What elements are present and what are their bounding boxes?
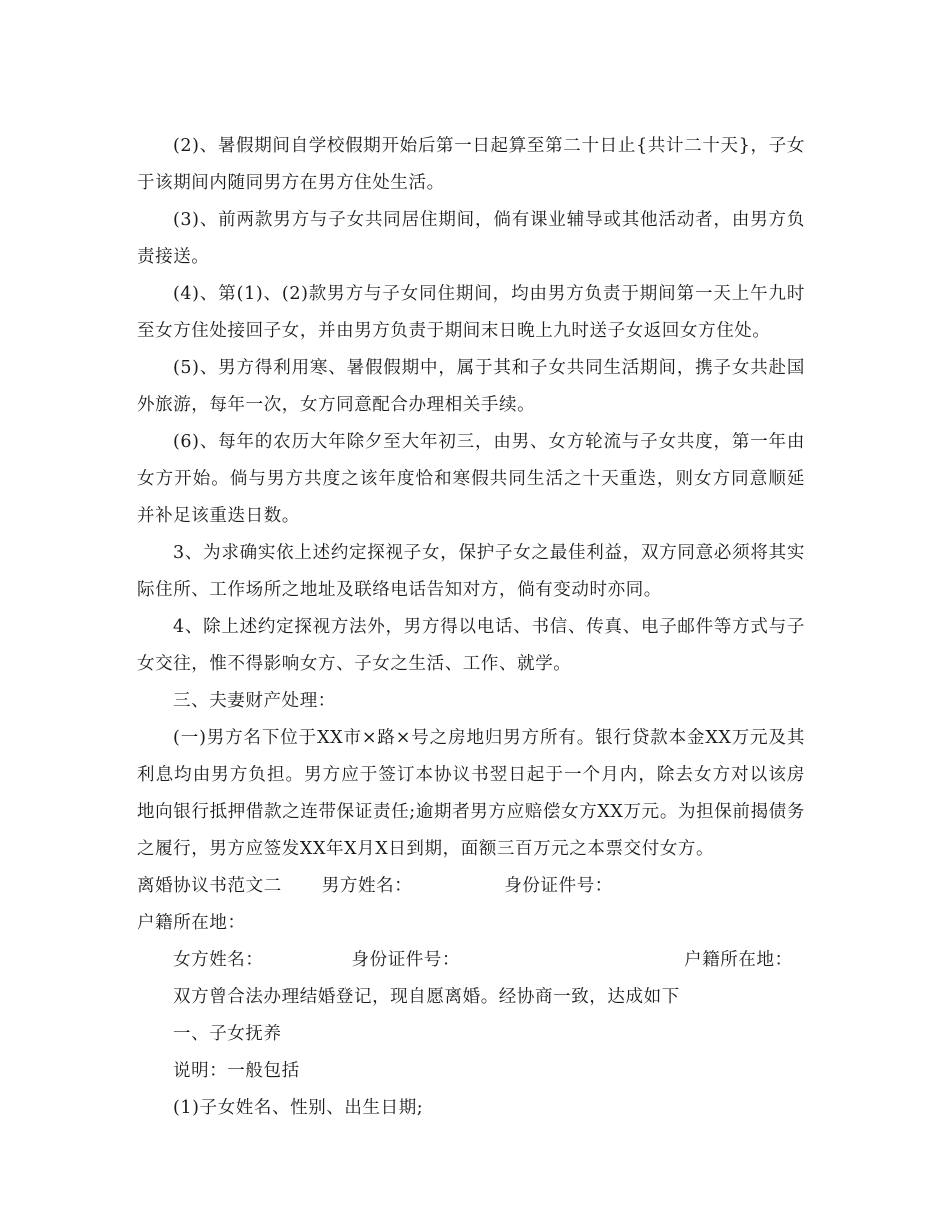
paragraph-summer-vacation: (2)、暑假期间自学校假期开始后第一日起算至第二十日止{共计二十天}，子女于该期间内随同男方在男方住处生活。 [137, 136, 805, 193]
child-details-line: (1)子女姓名、性别、出生日期; [173, 1098, 424, 1118]
sample-title: 离婚协议书范文二 [137, 876, 282, 896]
paragraph-pickup-dropoff: (3)、前两款男方与子女共同居住期间，倘有课业辅导或其他活动者，由男方负责接送。 [137, 210, 805, 267]
female-id-label: 身份证件号： [351, 950, 461, 970]
paragraph-real-estate: (一)男方名下位于XX市×路×号之房地归男方所有。银行贷款本金XX万元及其利息均由男方负担。男方应于签订本协议书翌日起于一个月内，除去女方对以该房地向银行抵押借款之连带保证责任;逾期者男方应赔偿女方XX万元。为担保前揭债务之履行，男方应签发XX年X月X日到期，面额三百万元之本票交付女方。 [137, 728, 805, 859]
female-info-line [137, 942, 805, 979]
male-name-label: 男方姓名： [321, 876, 413, 896]
paragraph-lunar-new-year: (6)、每年的农历大年除夕至大年初三，由男、女方轮流与子女共度，第一年由女方开始。倘与男方共度之该年度恰和寒假共同生活之十天重迭，则女方同意顺延并补足该重迭日数。 [137, 432, 805, 526]
section-heading-property: 三、夫妻财产处理： [173, 691, 336, 711]
paragraph-travel-abroad: (5)、男方得利用寒、暑假假期中，属于其和子女共同生活期间，携子女共赴国外旅游，每年一次，女方同意配合办理相关手续。 [137, 358, 805, 415]
sample-header-line [137, 868, 805, 905]
male-id-label: 身份证件号： [504, 876, 613, 896]
male-household-label: 户籍所在地： [137, 913, 246, 933]
female-household-label: 户籍所在地： [684, 950, 793, 970]
female-name-label: 女方姓名： [173, 950, 264, 970]
paragraph-pickup-time: (4)、第(1)、(2)款男方与子女同住期间，均由男方负责于期间第一天上午九时至女方住处接回子女，并由男方负责于期间末日晚上九时送子女返回女方住处。 [137, 284, 805, 341]
male-household-line [137, 905, 805, 942]
paragraph-contact-info: 3、为求确实依上述约定探视子女，保护子女之最佳利益，双方同意必须将其实际住所、工作场所之地址及联络电话告知对方，倘有变动时亦同。 [137, 543, 805, 600]
marriage-statement: 双方曾合法办理结婚登记，现自愿离婚。经协商一致，达成如下 [173, 987, 680, 1007]
section-heading-child-custody: 一、子女抚养 [173, 1024, 282, 1044]
document-body [137, 128, 805, 1127]
paragraph-other-contact: 4、除上述约定探视方法外，男方得以电话、书信、传真、电子邮件等方式与子女交往，惟不得影响女方、子女之生活、工作、就学。 [137, 617, 805, 674]
explanation-line: 说明：一般包括 [173, 1061, 300, 1081]
